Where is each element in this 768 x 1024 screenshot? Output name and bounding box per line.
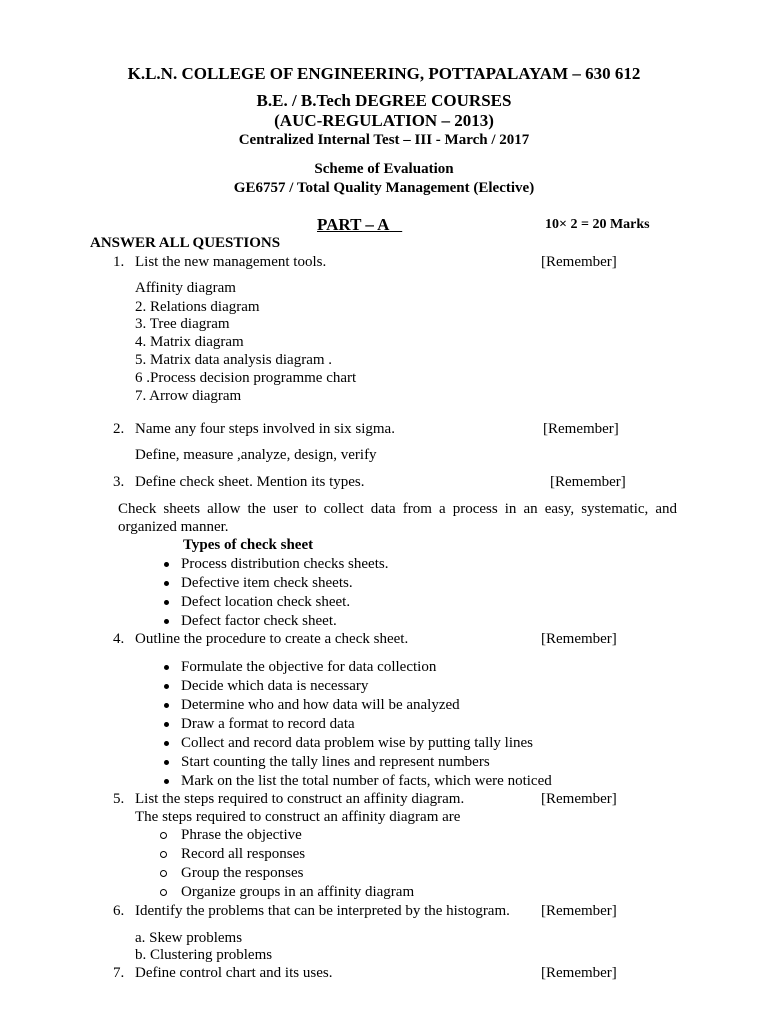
question-text: Name any four steps involved in six sigma. bbox=[135, 421, 395, 437]
answer-line: b. Clustering problems bbox=[135, 947, 273, 963]
bullet-item: Determine who and how data will be analyzed bbox=[181, 697, 460, 713]
bullet-item: Formulate the objective for data collection bbox=[181, 659, 437, 675]
answer-line: 3. Tree diagram bbox=[135, 316, 230, 332]
part-title: PART – A bbox=[317, 215, 390, 234]
bloom-tag: [Remember] bbox=[541, 903, 617, 919]
regulation: (AUC-REGULATION – 2013) bbox=[274, 111, 494, 130]
question-number: 3. bbox=[113, 474, 125, 490]
degree-courses: B.E. / B.Tech DEGREE COURSES bbox=[256, 91, 512, 110]
bullet-item: Process distribution checks sheets. bbox=[181, 556, 389, 572]
subject-title: GE6757 / Total Quality Management (Elective) bbox=[233, 180, 535, 196]
question-text: List the new management tools. bbox=[135, 254, 327, 270]
college-name: K.L.N. COLLEGE OF ENGINEERING, POTTAPALAYAM – 630 612 bbox=[127, 64, 641, 83]
answer-line: 5. Matrix data analysis diagram . bbox=[135, 352, 333, 368]
answer-line: 4. Matrix diagram bbox=[135, 334, 244, 350]
answer-paragraph: Check sheets allow the user to collect data from a process in an easy, systematic, and bbox=[118, 501, 677, 517]
question-number: 6. bbox=[113, 903, 125, 919]
answer-line: 7. Arrow diagram bbox=[135, 388, 242, 404]
bullet-item: Record all responses bbox=[181, 846, 306, 862]
bullet-item: Decide which data is necessary bbox=[181, 678, 369, 694]
bullet-item: Defect location check sheet. bbox=[181, 594, 351, 610]
question-number: 4. bbox=[113, 631, 125, 647]
question-number: 1. bbox=[113, 254, 125, 270]
bloom-tag: [Remember] bbox=[550, 474, 626, 490]
question-text: Identify the problems that can be interpreted by the histogram. bbox=[135, 903, 510, 919]
answer-line: 2. Relations diagram bbox=[135, 299, 260, 315]
answer-paragraph-end: organized manner. bbox=[118, 519, 229, 535]
bloom-tag: [Remember] bbox=[543, 421, 619, 437]
bullet-item: Defective item check sheets. bbox=[181, 575, 353, 591]
question-number: 5. bbox=[113, 791, 125, 807]
bullet-item: Draw a format to record data bbox=[181, 716, 355, 732]
question-text: Define check sheet. Mention its types. bbox=[135, 474, 365, 490]
bullet-item: Phrase the objective bbox=[181, 827, 302, 843]
answer-line: Affinity diagram bbox=[135, 280, 236, 296]
bullet-item: Mark on the list the total number of facts, which were noticed bbox=[181, 773, 552, 789]
scheme-title: Scheme of Evaluation bbox=[314, 161, 454, 177]
question-number: 2. bbox=[113, 421, 125, 437]
subheading: Types of check sheet bbox=[183, 537, 314, 553]
question-text: Outline the procedure to create a check sheet. bbox=[135, 631, 409, 647]
answer-intro: The steps required to construct an affinity diagram are bbox=[135, 809, 461, 825]
bullet-item: Group the responses bbox=[181, 865, 304, 881]
bloom-tag: [Remember] bbox=[541, 254, 617, 270]
test-title: Centralized Internal Test – III - March / 2017 bbox=[238, 132, 530, 148]
bloom-tag: [Remember] bbox=[541, 631, 617, 647]
question-text: Define control chart and its uses. bbox=[135, 965, 333, 981]
bullet-item: Defect factor check sheet. bbox=[181, 613, 337, 629]
bloom-tag: [Remember] bbox=[541, 791, 617, 807]
question-text: List the steps required to construct an affinity diagram. bbox=[135, 791, 465, 807]
question-number: 7. bbox=[113, 965, 125, 981]
instruction: ANSWER ALL QUESTIONS bbox=[90, 235, 281, 251]
answer-line: Define, measure ,analyze, design, verify bbox=[135, 447, 377, 463]
answer-line: 6 .Process decision programme chart bbox=[135, 370, 357, 386]
bullet-item: Start counting the tally lines and represent numbers bbox=[181, 754, 490, 770]
bullet-item: Collect and record data problem wise by putting tally lines bbox=[181, 735, 533, 751]
part-marks: 10× 2 = 20 Marks bbox=[545, 217, 650, 232]
bullet-item: Organize groups in an affinity diagram bbox=[181, 884, 415, 900]
bloom-tag: [Remember] bbox=[541, 965, 617, 981]
answer-line: a. Skew problems bbox=[135, 930, 243, 946]
